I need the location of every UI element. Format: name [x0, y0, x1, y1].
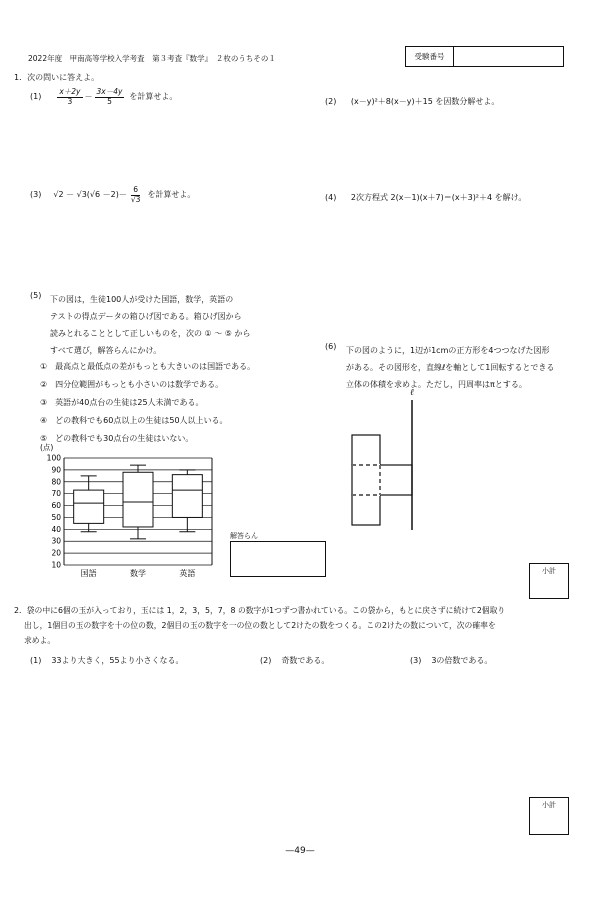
q1-part2-number: (2) — [325, 97, 337, 106]
q1-part1-fraction1 — [57, 88, 82, 106]
square-middle-left — [352, 465, 380, 495]
square-middle-right — [380, 465, 412, 495]
q1-part5-number: (5) — [30, 291, 42, 300]
option-text: どの教科でも30点台の生徒はいない。 — [55, 434, 194, 443]
q2-part2-text: 奇数である。 — [281, 656, 330, 665]
q1-part3 — [30, 186, 195, 204]
q2-part1-number: (1) — [30, 656, 42, 665]
q1-part6-line: 下の図のように，1辺が1cmの正方形を4つつなげた図形 — [346, 346, 550, 355]
q2-part3 — [410, 656, 492, 666]
q2-line: 2．袋の中に6個の玉が入っており，玉には 1，2，3，5，7，8 の数字が1つずつ書かれている。この袋から，もとに戻さずに続けて2個取り — [14, 606, 506, 615]
box-数学 — [123, 472, 153, 527]
y-tick-label: 30 — [51, 536, 61, 546]
option-text: 英語が40点台の生徒は25人未満である。 — [55, 398, 204, 407]
q2-part2-number: (2) — [260, 656, 272, 665]
y-tick-label: 50 — [51, 512, 61, 522]
y-tick-label: 60 — [51, 501, 61, 511]
chart-unit-label: (点) — [40, 443, 54, 452]
y-tick-label: 90 — [51, 465, 61, 475]
q2-line: 出し，1個目の玉の数字を十の位の数，2個目の玉の数字を一の位の数として2けたの数をつくる。この2けたの数について，次の確率を — [24, 621, 496, 630]
box-国語 — [74, 490, 104, 523]
fraction2-numerator: 3x－4y — [96, 87, 123, 96]
q2-part1-text: 33より大きく，55より小さくなる。 — [51, 656, 184, 665]
option-text: 四分位範囲がもっとも小さいのは数学である。 — [55, 380, 224, 389]
q1-part1-number: (1) — [30, 92, 42, 102]
q2-part1 — [30, 656, 184, 666]
q1-part4-text: 2次方程式 2(x－1)(x＋7)＝(x＋3)²＋4 を解け。 — [350, 193, 527, 202]
option-mark: ② — [40, 380, 48, 389]
q1-part3-instruction: を計算せよ。 — [147, 190, 196, 200]
q1-part5-options — [40, 358, 255, 448]
x-category-label: 国語 — [80, 569, 97, 578]
q1-part3-expression: √2 － √3(√6 －2)－ — [53, 190, 127, 200]
q1-part5-line: 下の図は，生徒100人が受けた国語，数学，英語の — [50, 295, 234, 304]
q2-prompt — [14, 603, 505, 648]
page-header-title: 2022年度 甲南高等学校入学考査 第３考査『数学』 ２枚のうちその１ — [28, 54, 276, 63]
q1-part6-number: (6) — [325, 342, 337, 351]
q1-part2 — [325, 97, 499, 107]
q2-part3-text: 3の倍数である。 — [431, 656, 493, 665]
y-tick-label: 70 — [51, 489, 61, 499]
squares-figure — [340, 395, 430, 535]
q1-part4-number: (4) — [325, 193, 337, 202]
q1-part3-fraction — [129, 186, 143, 204]
y-tick-label: 100 — [46, 453, 61, 463]
option-text: どの教科でも60点以上の生徒は50人以上いる。 — [55, 416, 228, 425]
exam-number-field[interactable] — [454, 47, 563, 66]
q1-part6-prompt — [346, 342, 554, 393]
q1-part1-instruction: を計算せよ。 — [129, 92, 178, 102]
q2-line: 求めよ。 — [24, 636, 56, 645]
y-tick-label: 10 — [51, 560, 61, 570]
option-text: 最高点と最低点の差がもっとも大きいのは国語である。 — [55, 362, 256, 371]
option-item — [40, 376, 255, 394]
option-mark: ④ — [40, 416, 48, 425]
y-tick-label: 40 — [51, 524, 61, 534]
q1-part6-line: がある。その図形を，直線ℓを軸として1回転するとできる — [346, 363, 555, 372]
answer-box[interactable] — [230, 541, 326, 577]
q1-part5-prompt — [50, 291, 251, 359]
y-tick-label: 80 — [51, 477, 61, 487]
q1-part2-text: (x－y)²＋8(x－y)＋15 を因数分解せよ。 — [350, 97, 500, 106]
fraction1-denominator: 3 — [67, 96, 73, 106]
fraction3-numerator: 6 — [133, 185, 139, 194]
square-bottom-left — [352, 495, 380, 525]
q1-part5-line: すべて選び，解答らんにかけ。 — [50, 346, 162, 355]
q1-part3-number: (3) — [30, 190, 42, 200]
subtotal-label: 小計 — [542, 801, 556, 809]
q2-part3-number: (3) — [410, 656, 422, 665]
box-英語 — [172, 475, 202, 518]
fraction2-denominator: 5 — [107, 96, 112, 106]
q1-part5-line: テストの得点データの箱ひげ図である。箱ひげ図から — [50, 312, 242, 321]
q2-part2 — [260, 656, 329, 666]
option-mark: ③ — [40, 398, 48, 407]
exam-number-label: 受験番号 — [406, 47, 454, 66]
q1-part1-fraction2 — [95, 88, 125, 106]
option-mark: ⑤ — [40, 434, 48, 443]
q1-part1 — [30, 88, 177, 106]
page-number: —49— — [285, 846, 315, 856]
subtotal-box-2[interactable] — [529, 797, 569, 835]
answer-box-label: 解答らん — [230, 532, 258, 540]
q1-part4 — [325, 193, 526, 203]
x-category-label: 数学 — [130, 569, 146, 578]
axis-l-label: ℓ — [410, 388, 414, 398]
y-tick-label: 20 — [51, 548, 61, 558]
fraction1-numerator: x＋2y — [59, 87, 81, 96]
option-item — [40, 394, 255, 412]
exam-number-box — [405, 46, 564, 67]
square-top-left — [352, 435, 380, 465]
q1-part1-minus: － — [84, 92, 93, 102]
option-mark: ① — [40, 362, 48, 371]
subtotal-label: 小計 — [542, 567, 556, 575]
q1-heading: 1．次の問いに答えよ。 — [14, 73, 100, 82]
q1-part6-line: 立体の体積を求めよ。ただし，円周率はπとする。 — [346, 380, 527, 389]
option-item — [40, 358, 255, 376]
fraction3-denominator: √3 — [130, 194, 141, 204]
boxplot-chart — [22, 440, 222, 580]
q1-part5-line: 読みとれることとして正しいものを，次の ① ～ ⑤ から — [50, 329, 251, 338]
subtotal-box-1[interactable] — [529, 563, 569, 599]
option-item — [40, 412, 255, 430]
x-category-label: 英語 — [179, 569, 196, 578]
